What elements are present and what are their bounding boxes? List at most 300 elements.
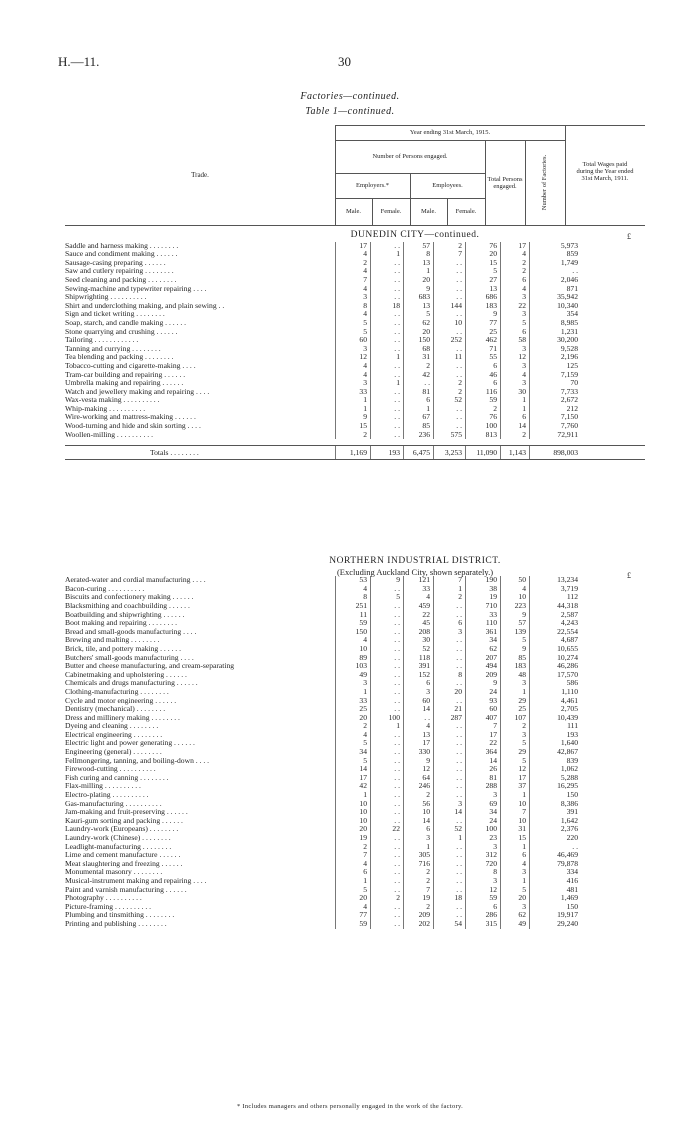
employer-male-cell: 103 bbox=[335, 662, 370, 671]
employee-male-cell: 19 bbox=[403, 894, 433, 903]
factories-cell: 48 bbox=[500, 671, 529, 680]
total-persons-cell: 69 bbox=[465, 800, 500, 809]
table-row bbox=[65, 388, 645, 397]
employer-male-cell: 12 bbox=[335, 353, 370, 362]
wages-cell: 22,554 bbox=[529, 628, 581, 637]
employer-male-cell: 59 bbox=[335, 619, 370, 628]
trade-name-cell: Laundry-work (Chinese) . . . . . . . . bbox=[65, 834, 171, 842]
employee-female-cell: 2 bbox=[433, 242, 465, 251]
employee-female-cell: . . bbox=[433, 362, 465, 371]
employee-male-cell: 683 bbox=[403, 293, 433, 302]
trade-name-cell: Wood-turning and hide and skin sorting . . . . bbox=[65, 422, 201, 431]
employer-male-cell: 9 bbox=[335, 413, 370, 422]
employer-female-cell: 1 bbox=[370, 722, 403, 731]
employee-male-cell: 3 bbox=[403, 688, 433, 697]
employee-male-cell: 42 bbox=[403, 371, 433, 380]
employee-female-cell: . . bbox=[433, 259, 465, 268]
employer-female-cell: 100 bbox=[370, 714, 403, 723]
total-persons-cell: 24 bbox=[465, 817, 500, 826]
factories-cell: 17 bbox=[500, 242, 529, 251]
factories-header bbox=[525, 140, 565, 225]
table-row bbox=[65, 748, 645, 757]
employee-male-cell: 246 bbox=[403, 782, 433, 791]
employer-female-cell: . . bbox=[370, 242, 403, 251]
trade-name-cell: Meat slaughtering and freezing . . . . . . bbox=[65, 859, 183, 868]
employee-male-cell: 716 bbox=[403, 860, 433, 869]
employer-female-cell: . . bbox=[370, 782, 403, 791]
total-persons-cell: 6 bbox=[465, 903, 500, 912]
total-persons-cell: 183 bbox=[465, 302, 500, 311]
wages-cell: 354 bbox=[529, 310, 581, 319]
trade-name-cell: Umbrella making and repairing . . . . . . bbox=[65, 379, 184, 388]
employer-female-cell: . . bbox=[370, 697, 403, 706]
employee-male-cell: 3 bbox=[403, 834, 433, 843]
total-persons-cell: 462 bbox=[465, 336, 500, 345]
employee-female-cell: 6 bbox=[433, 619, 465, 628]
factories-cell: 3 bbox=[500, 679, 529, 688]
table-row bbox=[65, 920, 645, 929]
total-persons-cell: 116 bbox=[465, 388, 500, 397]
wages-cell: 4,687 bbox=[529, 636, 581, 645]
employee-female-cell: 52 bbox=[433, 825, 465, 834]
factories-cell: 3 bbox=[500, 903, 529, 912]
employer-male-cell: 5 bbox=[335, 757, 370, 766]
trade-name-cell: Soap, starch, and candle making . . . . . . bbox=[65, 318, 187, 327]
trade-name-cell: Saw and cutlery repairing . . . . . . . . bbox=[65, 267, 174, 276]
table-row bbox=[65, 782, 645, 791]
employer-male-cell: 8 bbox=[335, 302, 370, 311]
total-persons-cell: 20 bbox=[465, 250, 500, 259]
total-persons-cell: 207 bbox=[465, 654, 500, 663]
employee-female-cell: . . bbox=[433, 267, 465, 276]
trade-name-cell: Printing and publishing . . . . . . . . bbox=[65, 919, 167, 928]
table-row bbox=[65, 679, 645, 688]
employee-female-cell: . . bbox=[433, 285, 465, 294]
wages-cell: 10,655 bbox=[529, 645, 581, 654]
persons-header: Number of Persons engaged. bbox=[372, 153, 448, 160]
employer-male-cell: 34 bbox=[335, 748, 370, 757]
table-row bbox=[65, 310, 645, 319]
employer-female-cell: . . bbox=[370, 920, 403, 929]
employee-male-cell: 14 bbox=[403, 817, 433, 826]
employee-male-cell: 17 bbox=[403, 739, 433, 748]
employer-female-cell: . . bbox=[370, 654, 403, 663]
employer-male-cell: 4 bbox=[335, 371, 370, 380]
employee-male-cell: 6 bbox=[403, 825, 433, 834]
table-row bbox=[65, 860, 645, 869]
total-persons-cell: 361 bbox=[465, 628, 500, 637]
employer-male-cell: 1 bbox=[335, 396, 370, 405]
employer-male-cell: 2 bbox=[335, 431, 370, 440]
wages-cell: 2,046 bbox=[529, 276, 581, 285]
employer-female-cell: . . bbox=[370, 636, 403, 645]
employee-female-cell: . . bbox=[433, 654, 465, 663]
factories-cell: 2 bbox=[500, 431, 529, 440]
trade-name-cell: Brick, tile, and pottery making . . . . . . bbox=[65, 644, 181, 653]
employer-female-cell: . . bbox=[370, 903, 403, 912]
total-persons-cell: 14 bbox=[465, 757, 500, 766]
table-row bbox=[65, 688, 645, 697]
employee-male-cell: 330 bbox=[403, 748, 433, 757]
employee-male-cell: 2 bbox=[403, 877, 433, 886]
wages-cell: 125 bbox=[529, 362, 581, 371]
trade-name-cell: Biscuits and confectionery making . . . . . . bbox=[65, 593, 194, 602]
employer-female-cell: . . bbox=[370, 259, 403, 268]
total-persons-cell: 34 bbox=[465, 636, 500, 645]
trade-name-cell: Laundry-work (Europeans) . . . . . . . . bbox=[65, 825, 179, 834]
trade-name-cell: Aerated-water and cordial manufacturing . . . . bbox=[65, 576, 206, 585]
northern-title: NORTHERN INDUSTRIAL DISTRICT. bbox=[329, 556, 501, 566]
employer-female-cell: . . bbox=[370, 739, 403, 748]
employer-female-cell: . . bbox=[370, 817, 403, 826]
table-title: Table 1—continued. bbox=[305, 106, 395, 117]
employer-male-cell: 19 bbox=[335, 834, 370, 843]
employee-male-cell: 305 bbox=[403, 851, 433, 860]
wages-cell: 586 bbox=[529, 679, 581, 688]
factories-cell: 57 bbox=[500, 619, 529, 628]
factories-cell: 107 bbox=[500, 714, 529, 723]
wages-cell: 30,200 bbox=[529, 336, 581, 345]
employees-header: Employees. bbox=[432, 182, 463, 189]
table-row bbox=[65, 345, 645, 354]
trade-name-cell: Blacksmithing and coachbuilding . . . . . . bbox=[65, 601, 190, 610]
employer-female-cell: . . bbox=[370, 860, 403, 869]
trade-name-cell: Leadlight-manufacturing . . . . . . . . bbox=[65, 842, 172, 851]
employee-male-cell: 9 bbox=[403, 285, 433, 294]
employee-female-cell: . . bbox=[433, 774, 465, 783]
total-persons-cell: 25 bbox=[465, 328, 500, 337]
wages-cell: 1,062 bbox=[529, 765, 581, 774]
employee-male-cell: 67 bbox=[403, 413, 433, 422]
total-persons-cell: 364 bbox=[465, 748, 500, 757]
employee-female-cell: . . bbox=[433, 405, 465, 414]
employee-female-cell: . . bbox=[433, 413, 465, 422]
table-row bbox=[65, 757, 645, 766]
employer-male-cell: 5 bbox=[335, 739, 370, 748]
factories-cell: 183 bbox=[500, 662, 529, 671]
factories-cell: 3 bbox=[500, 345, 529, 354]
factories-cell: 5 bbox=[500, 636, 529, 645]
employee-male-cell: 209 bbox=[403, 911, 433, 920]
employee-female-cell: . . bbox=[433, 868, 465, 877]
wages-total: 898,003 bbox=[529, 446, 581, 459]
factories-cell: 9 bbox=[500, 611, 529, 620]
factories-cell: 2 bbox=[500, 267, 529, 276]
wages-cell: 2,587 bbox=[529, 611, 581, 620]
table-row bbox=[65, 242, 645, 251]
table-row bbox=[65, 834, 645, 843]
trade-name-cell: Boatbuilding and shipwrighting . . . . . . bbox=[65, 610, 185, 619]
employee-male-cell: 121 bbox=[403, 576, 433, 585]
employee-female-cell: . . bbox=[433, 328, 465, 337]
employer-male-cell: 10 bbox=[335, 808, 370, 817]
employer-female-cell: . . bbox=[370, 336, 403, 345]
trade-name-cell: Boot making and repairing . . . . . . . . bbox=[65, 619, 177, 628]
trade-name-cell: Tanning and currying . . . . . . . . bbox=[65, 344, 161, 353]
employer-male-cell: 2 bbox=[335, 722, 370, 731]
factories-cell: 15 bbox=[500, 834, 529, 843]
factories-cell: 2 bbox=[500, 722, 529, 731]
trade-header: Trade. bbox=[191, 170, 209, 179]
factories-cell: 17 bbox=[500, 774, 529, 783]
employee-female-cell: . . bbox=[433, 739, 465, 748]
wages-cell: . . bbox=[529, 843, 581, 852]
wages-cell: 2,705 bbox=[529, 705, 581, 714]
employer-male-cell: 3 bbox=[335, 293, 370, 302]
employer-female-cell: . . bbox=[370, 362, 403, 371]
total-persons-cell: 76 bbox=[465, 413, 500, 422]
trade-name-cell: Tram-car building and repairing . . . . . . bbox=[65, 370, 186, 379]
dunedin-total-row bbox=[65, 445, 645, 460]
factories-cell: 29 bbox=[500, 748, 529, 757]
trade-name-cell: Bread and small-goods manufacturing . . . . bbox=[65, 627, 197, 636]
trade-name-cell: Wire-working and mattress-making . . . . . . bbox=[65, 413, 196, 422]
wages-cell: 150 bbox=[529, 903, 581, 912]
factories-cell: 4 bbox=[500, 371, 529, 380]
total-persons-cell: 3 bbox=[465, 877, 500, 886]
employer-female-cell: . . bbox=[370, 671, 403, 680]
employee-female-cell: . . bbox=[433, 765, 465, 774]
employee-male-cell: 45 bbox=[403, 619, 433, 628]
trade-name-cell: Lime and cement manufacture . . . . . . bbox=[65, 851, 181, 860]
table-row bbox=[65, 877, 645, 886]
factories-cell: 1 bbox=[500, 688, 529, 697]
wages-cell: 481 bbox=[529, 886, 581, 895]
employee-male-cell: 202 bbox=[403, 920, 433, 929]
employer-female-header: Female. bbox=[380, 208, 402, 215]
employee-female-cell: 14 bbox=[433, 808, 465, 817]
employee-male-cell: 391 bbox=[403, 662, 433, 671]
factories-cell: 37 bbox=[500, 782, 529, 791]
factories-cell: 4 bbox=[500, 860, 529, 869]
employee-male-cell: 150 bbox=[403, 336, 433, 345]
wages-cell: 859 bbox=[529, 250, 581, 259]
employer-female-cell: . . bbox=[370, 276, 403, 285]
employee-male-cell: 152 bbox=[403, 671, 433, 680]
employee-male-cell: 9 bbox=[403, 757, 433, 766]
wages-cell: 8,386 bbox=[529, 800, 581, 809]
employee-male-cell: 81 bbox=[403, 388, 433, 397]
trade-name-cell: Electrical engineering . . . . . . . . bbox=[65, 730, 163, 739]
employee-male-header: Male. bbox=[421, 208, 436, 215]
employer-female-cell: . . bbox=[370, 774, 403, 783]
table-row bbox=[65, 868, 645, 877]
employer-male-cell: 17 bbox=[335, 774, 370, 783]
factories-cell: 29 bbox=[500, 697, 529, 706]
total-persons-cell: 6 bbox=[465, 362, 500, 371]
employee-male-cell: 7 bbox=[403, 886, 433, 895]
wages-cell: 42,867 bbox=[529, 748, 581, 757]
employer-male-cell: 4 bbox=[335, 285, 370, 294]
employee-male-cell: 12 bbox=[403, 765, 433, 774]
northern-rows bbox=[65, 576, 645, 928]
employee-female-cell: . . bbox=[433, 276, 465, 285]
wages-cell: 334 bbox=[529, 868, 581, 877]
trade-name-cell: Sewing-machine and typewriter repairing . . . . bbox=[65, 284, 207, 293]
wages-cell: 72,911 bbox=[529, 431, 581, 440]
wages-cell: 4,461 bbox=[529, 697, 581, 706]
employee-female-cell: . . bbox=[433, 371, 465, 380]
employer-male-cell: 1 bbox=[335, 791, 370, 800]
employee-female-cell: 10 bbox=[433, 319, 465, 328]
employee-female-total: 3,253 bbox=[433, 446, 465, 459]
employer-female-cell: . . bbox=[370, 645, 403, 654]
employee-female-cell: 3 bbox=[433, 628, 465, 637]
employee-male-cell: 2 bbox=[403, 903, 433, 912]
employee-female-cell: 21 bbox=[433, 705, 465, 714]
total-persons-cell: 9 bbox=[465, 310, 500, 319]
employee-male-cell: . . bbox=[403, 379, 433, 388]
trade-name-cell: Photography . . . . . . . . . . bbox=[65, 894, 142, 903]
employee-male-cell: 1 bbox=[403, 843, 433, 852]
employer-male-cell: 4 bbox=[335, 903, 370, 912]
employee-female-cell: . . bbox=[433, 731, 465, 740]
employer-female-cell: . . bbox=[370, 731, 403, 740]
employee-female-cell: . . bbox=[433, 602, 465, 611]
totals-label: Totals . . . . . . . . bbox=[150, 448, 199, 458]
employee-male-cell: 1 bbox=[403, 405, 433, 414]
table-row bbox=[65, 336, 645, 345]
factories-cell: 9 bbox=[500, 645, 529, 654]
northern-subtitle: (Excluding Auckland City, shown separately.) bbox=[336, 566, 494, 577]
employer-male-cell: 150 bbox=[335, 628, 370, 637]
wages-cell: 2,196 bbox=[529, 353, 581, 362]
employee-male-cell: 6 bbox=[403, 396, 433, 405]
employer-female-cell: 18 bbox=[370, 302, 403, 311]
employer-male-total: 1,169 bbox=[335, 446, 370, 459]
employee-female-cell: 18 bbox=[433, 894, 465, 903]
total-persons-cell: 13 bbox=[465, 285, 500, 294]
total-persons-cell: 81 bbox=[465, 774, 500, 783]
employer-male-cell: 8 bbox=[335, 593, 370, 602]
employee-female-cell: 52 bbox=[433, 396, 465, 405]
employers-header: Employers.* bbox=[355, 182, 390, 189]
table-row bbox=[65, 302, 645, 311]
employee-female-cell: . . bbox=[433, 757, 465, 766]
dunedin-section bbox=[65, 231, 645, 460]
employee-male-cell: 20 bbox=[403, 328, 433, 337]
employee-female-cell: . . bbox=[433, 911, 465, 920]
table-row bbox=[65, 886, 645, 895]
employer-male-cell: 4 bbox=[335, 636, 370, 645]
employee-female-cell: . . bbox=[433, 722, 465, 731]
total-persons-cell: 59 bbox=[465, 396, 500, 405]
factories-header-label: Number of Factories. bbox=[541, 154, 549, 211]
employer-female-cell: 22 bbox=[370, 825, 403, 834]
factories-cell: 1 bbox=[500, 843, 529, 852]
wages-cell: 10,274 bbox=[529, 654, 581, 663]
wages-cell: 2,376 bbox=[529, 825, 581, 834]
employer-female-cell: . . bbox=[370, 765, 403, 774]
employee-female-cell: . . bbox=[433, 345, 465, 354]
employer-female-cell: . . bbox=[370, 396, 403, 405]
wages-cell: 9,528 bbox=[529, 345, 581, 354]
employee-female-cell: 2 bbox=[433, 388, 465, 397]
total-persons-cell: 100 bbox=[465, 825, 500, 834]
trade-name-cell: Electric light and power generating . . . . . . bbox=[65, 739, 195, 748]
table-row bbox=[65, 714, 645, 723]
employee-male-cell: 10 bbox=[403, 808, 433, 817]
employee-female-cell: . . bbox=[433, 293, 465, 302]
factories-cell: 6 bbox=[500, 413, 529, 422]
wages-cell: 220 bbox=[529, 834, 581, 843]
trade-name-cell: Engineering (general) . . . . . . . . bbox=[65, 748, 162, 757]
employee-male-cell: 118 bbox=[403, 654, 433, 663]
factories-cell: 10 bbox=[500, 817, 529, 826]
wages-cell: 79,878 bbox=[529, 860, 581, 869]
factories-cell: 25 bbox=[500, 705, 529, 714]
factories-cell: 12 bbox=[500, 353, 529, 362]
wages-cell: 46,286 bbox=[529, 662, 581, 671]
employer-male-cell: 2 bbox=[335, 843, 370, 852]
employee-female-cell: 7 bbox=[433, 250, 465, 259]
wages-header: Total Wages paid during the Year ended 31st March, 1911. bbox=[576, 161, 634, 182]
factories-cell: 1 bbox=[500, 396, 529, 405]
trade-name-cell: Fish curing and canning . . . . . . . . bbox=[65, 773, 169, 782]
employer-female-cell: . . bbox=[370, 748, 403, 757]
employee-male-cell: 31 bbox=[403, 353, 433, 362]
trade-name-cell: Kauri-gum sorting and packing . . . . . . bbox=[65, 816, 183, 825]
employee-female-cell: 8 bbox=[433, 671, 465, 680]
employee-female-cell: . . bbox=[433, 851, 465, 860]
wages-cell: 416 bbox=[529, 877, 581, 886]
employee-male-cell: 33 bbox=[403, 585, 433, 594]
employer-male-cell: 59 bbox=[335, 920, 370, 929]
table-row bbox=[65, 731, 645, 740]
employer-female-cell: . . bbox=[370, 877, 403, 886]
total-persons-cell: 710 bbox=[465, 602, 500, 611]
employee-female-cell: . . bbox=[433, 886, 465, 895]
wages-cell: 871 bbox=[529, 285, 581, 294]
factories-cell: 1 bbox=[500, 791, 529, 800]
trade-name-cell: Dress and millinery making . . . . . . . . bbox=[65, 713, 180, 722]
table-row bbox=[65, 722, 645, 731]
employee-female-cell: 54 bbox=[433, 920, 465, 929]
wages-cell: 212 bbox=[529, 405, 581, 414]
employee-female-cell: . . bbox=[433, 310, 465, 319]
total-persons-cell: 59 bbox=[465, 894, 500, 903]
wages-cell: . . bbox=[529, 267, 581, 276]
employee-male-cell: 4 bbox=[403, 722, 433, 731]
employer-male-cell: 2 bbox=[335, 259, 370, 268]
table-row bbox=[65, 276, 645, 285]
employer-female-cell: . . bbox=[370, 371, 403, 380]
year-header: Year ending 31st March, 1915. bbox=[409, 129, 491, 136]
employer-female-cell: . . bbox=[370, 319, 403, 328]
wages-cell: 5,973 bbox=[529, 242, 581, 251]
factories-cell: 12 bbox=[500, 765, 529, 774]
factories-cell: 14 bbox=[500, 422, 529, 431]
employee-female-cell: . . bbox=[433, 791, 465, 800]
employee-male-cell: 2 bbox=[403, 791, 433, 800]
total-persons-cell: 55 bbox=[465, 353, 500, 362]
employer-female-cell: 9 bbox=[370, 576, 403, 585]
factories-cell: 139 bbox=[500, 628, 529, 637]
employee-male-cell: 64 bbox=[403, 774, 433, 783]
employer-female-cell: . . bbox=[370, 800, 403, 809]
wages-cell: 2,672 bbox=[529, 396, 581, 405]
factories-total: 1,143 bbox=[500, 446, 529, 459]
table-row bbox=[65, 800, 645, 809]
table-row bbox=[65, 431, 645, 440]
employee-male-cell: 57 bbox=[403, 242, 433, 251]
trade-name-cell: Picture-framing . . . . . . . . . . bbox=[65, 902, 152, 911]
employer-female-cell: . . bbox=[370, 791, 403, 800]
table-row bbox=[65, 379, 645, 388]
table-row bbox=[65, 765, 645, 774]
employee-male-cell: 236 bbox=[403, 431, 433, 440]
employee-female-cell: 1 bbox=[433, 834, 465, 843]
